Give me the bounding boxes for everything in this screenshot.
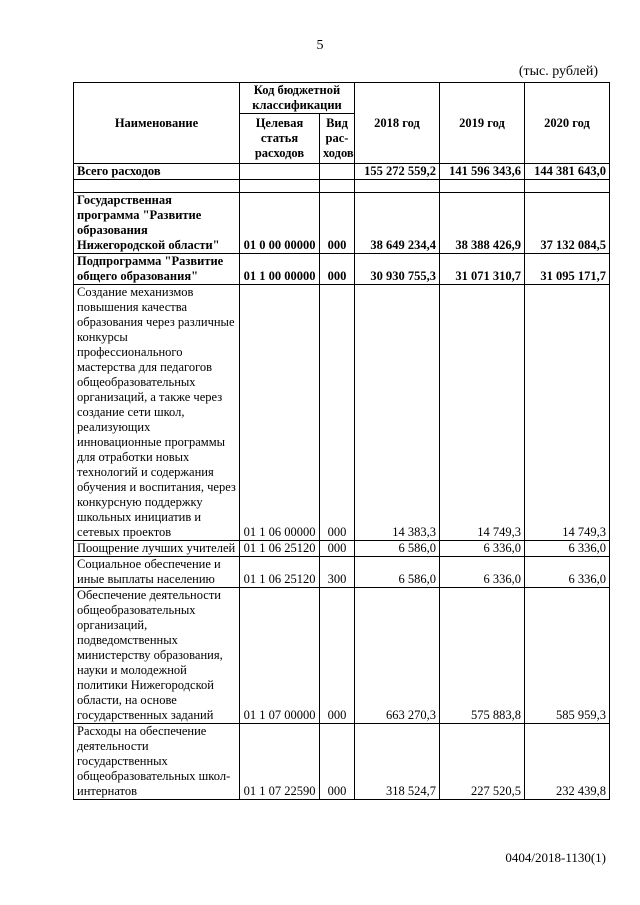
row-2020: 232 439,8 <box>525 724 610 800</box>
row-target <box>240 164 320 180</box>
header-target-article: Целевая статья расходов <box>240 114 320 164</box>
row-type: 000 <box>320 588 355 724</box>
row-2020: 31 095 171,7 <box>525 254 610 285</box>
row-2019: 575 883,8 <box>440 588 525 724</box>
header-expense-type: Вид рас-ходов <box>320 114 355 164</box>
row-target: 01 1 06 25120 <box>240 541 320 557</box>
row-2019: 31 071 310,7 <box>440 254 525 285</box>
row-target: 01 1 06 25120 <box>240 557 320 588</box>
row-2018: 6 586,0 <box>355 541 440 557</box>
row-2018: 155 272 559,2 <box>355 164 440 180</box>
header-2018: 2018 год <box>355 83 440 164</box>
document-code: 0404/2018-1130(1) <box>505 850 606 865</box>
row-2018: 318 524,7 <box>355 724 440 800</box>
row-2019: 14 749,3 <box>440 285 525 541</box>
row-name: Социальное обеспечение и иные выплаты населению <box>74 557 240 588</box>
row-2019: 6 336,0 <box>440 557 525 588</box>
header-code-group: Код бюджетной классификации <box>240 83 355 114</box>
row-2018: 14 383,3 <box>355 285 440 541</box>
table-row <box>74 541 610 557</box>
row-2018: 663 270,3 <box>355 588 440 724</box>
row-name: Поощрение лучших учителей <box>74 541 240 557</box>
row-name: Подпрограмма "Развитие общего образования" <box>74 254 240 285</box>
row-2020: 585 959,3 <box>525 588 610 724</box>
table-row <box>74 193 610 254</box>
row-type: 000 <box>320 541 355 557</box>
row-type: 300 <box>320 557 355 588</box>
table-row-total <box>74 164 610 180</box>
row-2019: 141 596 343,6 <box>440 164 525 180</box>
row-type: 000 <box>320 193 355 254</box>
row-2019: 227 520,5 <box>440 724 525 800</box>
header-name: Наименование <box>74 83 240 164</box>
row-2020: 6 336,0 <box>525 557 610 588</box>
row-2020: 14 749,3 <box>525 285 610 541</box>
header-2019: 2019 год <box>440 83 525 164</box>
row-2018: 30 930 755,3 <box>355 254 440 285</box>
header-2020: 2020 год <box>525 83 610 164</box>
table-row <box>74 285 610 541</box>
table-row <box>74 588 610 724</box>
row-name: Обеспечение деятельности общеобразовательных организаций, подведомственных министерству образования, науки и молодежной политики Нижегородской области, на основе государственных заданий <box>74 588 240 724</box>
row-target: 01 1 00 00000 <box>240 254 320 285</box>
row-name: Всего расходов <box>74 164 240 180</box>
row-2019: 38 388 426,9 <box>440 193 525 254</box>
row-2019: 6 336,0 <box>440 541 525 557</box>
row-target: 01 1 07 00000 <box>240 588 320 724</box>
table-row <box>74 254 610 285</box>
row-type: 000 <box>320 285 355 541</box>
row-2020: 37 132 084,5 <box>525 193 610 254</box>
row-2018: 6 586,0 <box>355 557 440 588</box>
row-name: Расходы на обеспечение деятельности государственных общеобразовательных школ-интернатов <box>74 724 240 800</box>
row-2018: 38 649 234,4 <box>355 193 440 254</box>
row-2020: 6 336,0 <box>525 541 610 557</box>
table-row <box>74 557 610 588</box>
row-target: 01 1 07 22590 <box>240 724 320 800</box>
table-spacer-row <box>74 180 610 193</box>
row-2020: 144 381 643,0 <box>525 164 610 180</box>
row-name: Создание механизмов повышения качества образования через различные конкурсы профессионального мастерства для педагогов общеобразовательных организаций, а также через создание сети школ, реализующих инновационные программы для отработки новых технологий и содержания обучения и воспитания, через конкурсную поддержку школьных инициатив и сетевых проектов <box>74 285 240 541</box>
budget-table <box>73 82 610 800</box>
units-label: (тыс. рублей) <box>518 64 598 79</box>
row-type: 000 <box>320 254 355 285</box>
row-target: 01 1 06 00000 <box>240 285 320 541</box>
row-name: Государственная программа "Развитие образования Нижегородской области" <box>74 193 240 254</box>
row-type: 000 <box>320 724 355 800</box>
row-type <box>320 164 355 180</box>
row-target: 01 0 00 00000 <box>240 193 320 254</box>
page-number: 5 <box>316 38 324 53</box>
table-row <box>74 724 610 800</box>
